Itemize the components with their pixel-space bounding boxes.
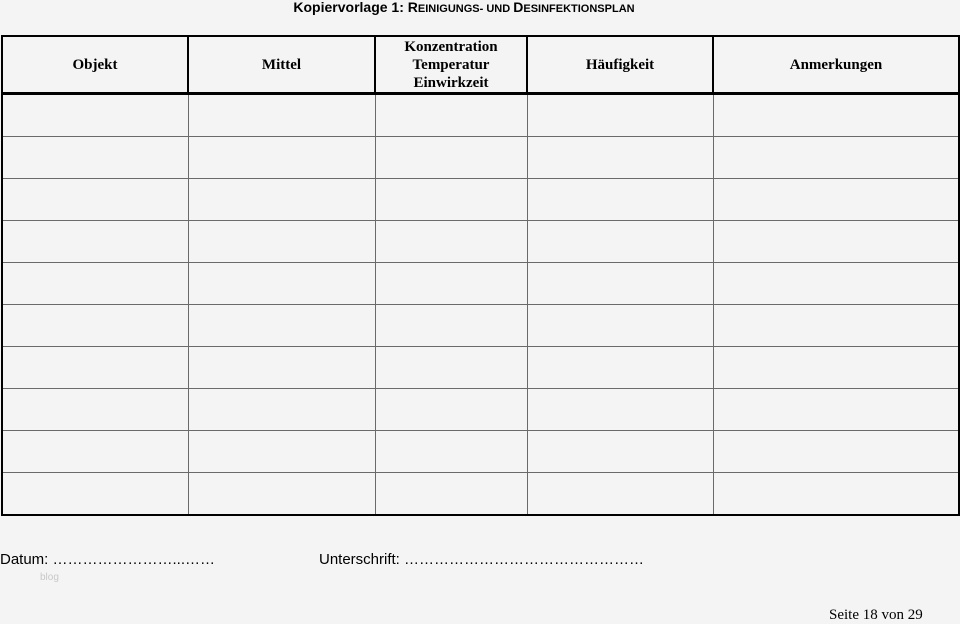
header-konzentration-line2: Temperatur: [412, 56, 490, 73]
table-row: [2, 431, 959, 473]
table-cell[interactable]: [713, 263, 959, 305]
table-cell[interactable]: [188, 179, 375, 221]
table-cell[interactable]: [188, 94, 375, 137]
title-separator: - UND: [479, 3, 514, 15]
table-cell[interactable]: [2, 221, 188, 263]
table-cell[interactable]: [713, 221, 959, 263]
table-row: [2, 263, 959, 305]
document-title: [0, 0, 928, 17]
table-cell[interactable]: [2, 431, 188, 473]
table-cell[interactable]: [527, 389, 713, 431]
header-mittel: [188, 36, 375, 94]
table-cell[interactable]: [188, 347, 375, 389]
table-cell[interactable]: [527, 94, 713, 137]
table-cell[interactable]: [527, 179, 713, 221]
header-mittel-label: Mittel: [261, 56, 302, 73]
table-row: [2, 137, 959, 179]
header-objekt-label: Objekt: [72, 56, 118, 73]
table-cell[interactable]: [713, 137, 959, 179]
title-initial-d: D: [513, 0, 524, 15]
table-cell[interactable]: [188, 389, 375, 431]
table-cell[interactable]: [2, 473, 188, 516]
table-row: [2, 473, 959, 516]
table-cell[interactable]: [188, 473, 375, 516]
table-row: [2, 94, 959, 137]
header-anmerkungen-label: Anmerkungen: [789, 56, 883, 73]
table-cell[interactable]: [188, 431, 375, 473]
table-cell[interactable]: [375, 473, 527, 516]
table-cell[interactable]: [375, 263, 527, 305]
table-cell[interactable]: [188, 137, 375, 179]
title-prefix: Kopiervorlage 1:: [293, 0, 408, 15]
table-cell[interactable]: [2, 263, 188, 305]
header-konzentration: [375, 36, 527, 94]
table-cell[interactable]: [375, 137, 527, 179]
title-rest-desinfektionsplan: ESINFEKTIONSPLAN: [523, 3, 635, 15]
table-cell[interactable]: [527, 137, 713, 179]
table-cell[interactable]: [188, 221, 375, 263]
header-anmerkungen: [713, 36, 959, 94]
title-rest-reinigungs: EINIGUNGS: [417, 3, 480, 15]
table-cell[interactable]: [2, 94, 188, 137]
table-row: [2, 179, 959, 221]
table-cell[interactable]: [2, 179, 188, 221]
table-header-row: [2, 36, 959, 94]
watermark-text: blog: [40, 572, 59, 583]
table-cell[interactable]: [713, 179, 959, 221]
table-cell[interactable]: [188, 305, 375, 347]
table-cell[interactable]: [713, 305, 959, 347]
table-cell[interactable]: [527, 305, 713, 347]
signature-field-label: Unterschrift: …………………………………………: [319, 551, 645, 568]
table-cell[interactable]: [713, 347, 959, 389]
table-cell[interactable]: [375, 431, 527, 473]
table-cell[interactable]: [713, 431, 959, 473]
table-body: [2, 94, 959, 516]
table-cell[interactable]: [527, 473, 713, 516]
header-objekt: [2, 36, 188, 94]
table-cell[interactable]: [527, 263, 713, 305]
page-number: Seite 18 von 29: [829, 607, 923, 623]
table-cell[interactable]: [527, 431, 713, 473]
header-haeufigkeit-label: Häufigkeit: [585, 56, 655, 73]
table-cell[interactable]: [375, 389, 527, 431]
table-cell[interactable]: [527, 221, 713, 263]
table-cell[interactable]: [713, 473, 959, 516]
table-row: [2, 347, 959, 389]
table-row: [2, 389, 959, 431]
cleaning-plan-table: [1, 35, 960, 516]
table-cell[interactable]: [375, 94, 527, 137]
table-cell[interactable]: [375, 305, 527, 347]
table-cell[interactable]: [375, 179, 527, 221]
table-row: [2, 221, 959, 263]
header-haeufigkeit: [527, 36, 713, 94]
table-row: [2, 305, 959, 347]
table-cell[interactable]: [188, 263, 375, 305]
table-cell[interactable]: [375, 221, 527, 263]
table-cell[interactable]: [2, 305, 188, 347]
table-cell[interactable]: [2, 389, 188, 431]
title-initial-r: R: [407, 0, 418, 15]
date-field-label: Datum: ……………………...……: [0, 551, 216, 568]
table-cell[interactable]: [2, 137, 188, 179]
header-konzentration-line3: Einwirkzeit: [413, 74, 489, 91]
table-cell[interactable]: [527, 347, 713, 389]
table-cell[interactable]: [375, 347, 527, 389]
table-cell[interactable]: [713, 389, 959, 431]
table-cell[interactable]: [2, 347, 188, 389]
header-konzentration-line1: Konzentration: [404, 38, 498, 55]
table-cell[interactable]: [713, 94, 959, 137]
